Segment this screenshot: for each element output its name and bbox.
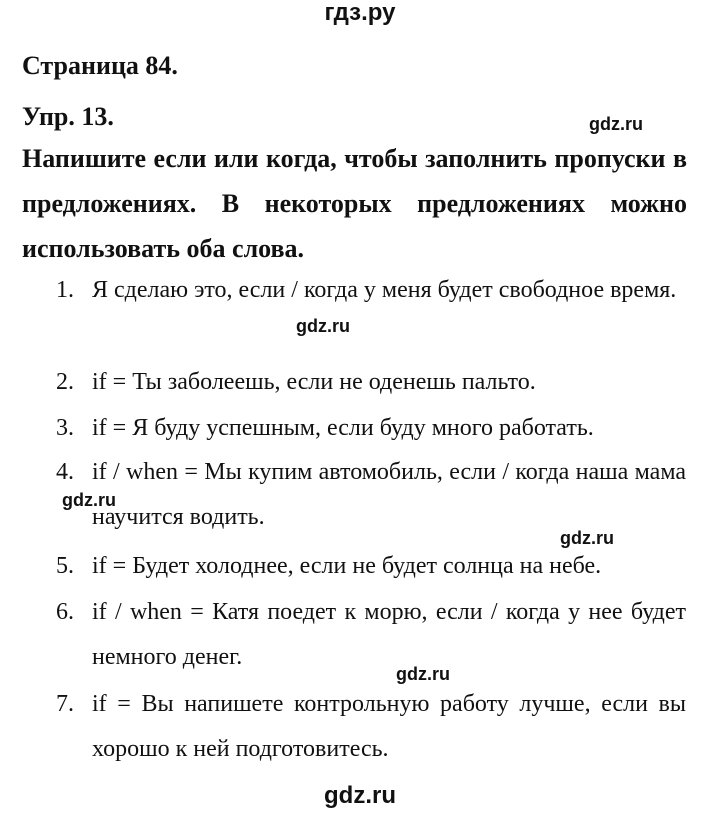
- watermark: gdz.ru: [560, 528, 614, 548]
- item-text: if / when = Катя поедет к морю, если / когда у нее будет немного денег.: [92, 599, 686, 670]
- footer-watermark: gdz.ru: [324, 782, 396, 809]
- watermark: gdz.ru: [589, 114, 643, 134]
- item-number: 4.: [56, 459, 74, 485]
- instruction-text: Напишите если или когда, чтобы заполнить пропуски в предложениях. В некоторых предложениях можно использовать оба слова.: [22, 144, 687, 263]
- item-number: 3.: [56, 415, 74, 441]
- list-item: [56, 682, 686, 772]
- item-number: 7.: [56, 691, 74, 717]
- item-text: if = Я буду успешным, если буду много работать.: [92, 415, 594, 441]
- list-item: [56, 406, 686, 451]
- site-header: гдз.ру: [324, 0, 396, 26]
- item-text: Я сделаю это, если / когда у меня будет свободное время.: [92, 277, 677, 303]
- exercise-title: Упр. 13.: [22, 102, 114, 131]
- item-number: 2.: [56, 369, 74, 395]
- item-text: if = Вы напишете контрольную работу лучше, если вы хорошо к ней подготовитесь.: [92, 691, 686, 762]
- item-number: 1.: [56, 277, 74, 303]
- list-item: [56, 544, 686, 589]
- watermark: gdz.ru: [396, 664, 450, 684]
- item-text: if = Будет холоднее, если не будет солнца на небе.: [92, 553, 602, 579]
- item-number: 5.: [56, 553, 74, 579]
- item-text: if / when = Мы купим автомобиль, если / когда наша мама научится водить.: [92, 459, 686, 530]
- list-item: [56, 590, 686, 680]
- watermark: gdz.ru: [62, 490, 116, 510]
- page-title: Страница 84.: [22, 51, 178, 80]
- item-number: 6.: [56, 599, 74, 625]
- list-item: [56, 450, 686, 540]
- list-item: [56, 268, 686, 313]
- item-text: if = Ты заболеешь, если не оденешь пальто.: [92, 369, 536, 395]
- watermark: gdz.ru: [296, 316, 350, 336]
- list-item: [56, 360, 686, 405]
